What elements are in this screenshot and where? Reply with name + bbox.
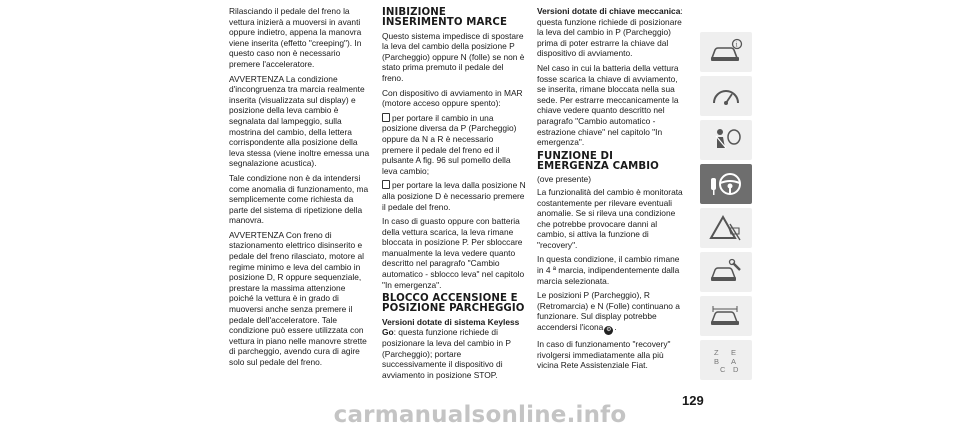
tab-safety[interactable] [700, 120, 752, 160]
index-letter: D [733, 365, 739, 374]
tab-technical-data[interactable] [700, 296, 752, 336]
car-info-icon [709, 38, 743, 66]
paragraph: In caso di funzionamento "recovery" rivolgersi immediatamente alla più vicina Rete Assistenziale Fiat. [537, 339, 671, 371]
seatbelt-airbag-icon [709, 126, 743, 154]
index-letter: E [731, 348, 737, 357]
subheading-chiave: Versioni dotate di chiave meccanica [537, 6, 681, 16]
bullet-item [382, 113, 526, 177]
text-column-1 [229, 6, 371, 372]
tab-dashboard[interactable] [700, 76, 752, 116]
tab-index[interactable] [700, 340, 752, 380]
paragraph: Tale condizione non è da intendersi come anomalia di funzionamento, ma semplicemente come richiesta da parte del sistema di ripetizione della manovra. [229, 172, 369, 226]
tab-car-info[interactable] [700, 32, 752, 72]
bullet-item [382, 180, 526, 212]
section-heading-blocco: BLOCCO ACCENSIONE E POSIZIONE PARCHEGGIO [382, 293, 525, 315]
bullet-icon [382, 180, 390, 189]
index-letter: B [714, 357, 720, 366]
section-heading-emergenza: FUNZIONE DI EMERGENZA CAMBIO [537, 150, 659, 172]
subheading-keyless: Versioni dotate di sistema Keyless Go [382, 316, 520, 338]
paragraph: AVVERTENZA La condizione d'incongruenza tra marcia realmente inserita (visualizzata sul display) e posizione della leva cambio è segnalata dal lampeggio, sulla mostrina del cambio, della lettera corrispondente alla posizione della leva stessa (viene inoltre emessa una segnalazione acustica). [229, 73, 370, 169]
bullet-text: per portare il cambio in una posizione diversa da P (Parcheggio) oppure da N a R è necessario premere il pedale del freno ed il pulsante A fig. 96 sul pomello della leva cambio; [382, 112, 517, 176]
paragraph [537, 290, 683, 335]
paragraph [382, 317, 526, 381]
index-letter: Z [714, 348, 719, 357]
paragraph-text: Le posizioni P (Parcheggio), R (Retromarcia) e N (Folle) continuano a funzionare. Sul display potrebbe accendersi l'icona [537, 290, 680, 333]
page-number: 129 [682, 393, 704, 408]
paragraph: AVVERTENZA Con freno di stazionamento elettrico disinserito e pedale del freno rilasciato, motore al regime minimo e leva del cambio in posizione D, R oppure sequenziale, prestare la massima attenzione poiché la vettura è in grado di muoversi anche senza premere il pedale dell'acceleratore. Tale condizione può essere utilizzata con vettura in piano nelle manovre strette di parcheggio, avendo cura di agire solo sul pedale del freno. [229, 229, 367, 367]
car-wrench-icon [709, 258, 743, 286]
index-letter: C [720, 365, 726, 374]
paragraph: Rilasciando il pedale del freno la vettura inizierà a muoversi in avanti oppure indietro, appena la manovra viene inserita (effetto "creeping"). In questo caso non è necessario premere l'acceleratore. [229, 6, 362, 69]
paragraph-text: : questa funzione richiede di posizionare la leva del cambio in P (Parcheggio); portare successivamente il dispositivo di avviamento in posizione STOP. [382, 327, 511, 380]
paragraph: La funzionalità del cambio è monitorata costantemente per rilevare eventuali anomalie. Se si rileva una condizione che potrebbe provocare danni al cambio, si attiva la funzione di "recovery". [537, 186, 683, 250]
warning-triangle-icon [709, 214, 743, 242]
paragraph-text: . [614, 322, 617, 333]
tab-emergency[interactable] [700, 208, 752, 248]
svg-text:i: i [735, 41, 738, 49]
heading-note: (ove presente) [537, 174, 591, 185]
bullet-icon [382, 113, 390, 122]
paragraph: Nel caso in cui la batteria della vettura fosse scarica la chiave di avviamento, se inserita, rimane bloccata nella sua sede. Per estrarre meccanicamente la chiave vedere quanto descritto nel paragrafo "Cambio automatico - estrazione chiave" nel capitolo "In emergenza". [537, 62, 679, 148]
text-column-3 [537, 6, 683, 375]
paragraph: Questo sistema impedisce di spostare la leva del cambio della posizione P (Parcheggio) oppure N (folle) se non è stato prima premuto il pedale del freno. [382, 30, 525, 83]
bullet-text: per portare la leva dalla posizione N alla posizione D è necessario premere il pedale del freno. [382, 180, 526, 212]
section-heading-inibizione: INIBIZIONE INSERIMENTO MARCE [382, 7, 508, 28]
watermark-text: carmanualsonline.info [333, 402, 627, 428]
text-column-2 [382, 6, 526, 384]
index-letter: A [731, 357, 737, 366]
paragraph: In questa condizione, il cambio rimane in 4 ª marcia, indipendentemente dalla marcia selezionata. [537, 254, 680, 286]
chapter-tab-sidebar [700, 32, 755, 384]
paragraph-text: : questa funzione richiede di posizionare la leva del cambio in P (Parcheggio) prima di poter estrarre la chiave dal dispositivo di avviamento. [537, 6, 683, 59]
paragraph [537, 6, 683, 59]
dashboard-gauge-icon [709, 82, 743, 110]
paragraph: Con dispositivo di avviamento in MAR (motore acceso oppure spento): [382, 87, 523, 109]
tab-starting-driving[interactable] [700, 164, 752, 204]
index-icon [709, 346, 743, 374]
tab-maintenance[interactable] [700, 252, 752, 292]
steering-wheel-key-icon [709, 170, 743, 198]
paragraph: In caso di guasto oppure con batteria della vettura scarica, la leva rimane bloccata in posizione P. Per sbloccare manualmente la leva vedere quanto descritto nel paragrafo "Cambio automatico - sblocco leva" nel capitolo "In emergenza". [382, 216, 525, 290]
technical-data-icon [709, 302, 743, 330]
gearbox-warning-icon: ⚙ [606, 327, 612, 334]
